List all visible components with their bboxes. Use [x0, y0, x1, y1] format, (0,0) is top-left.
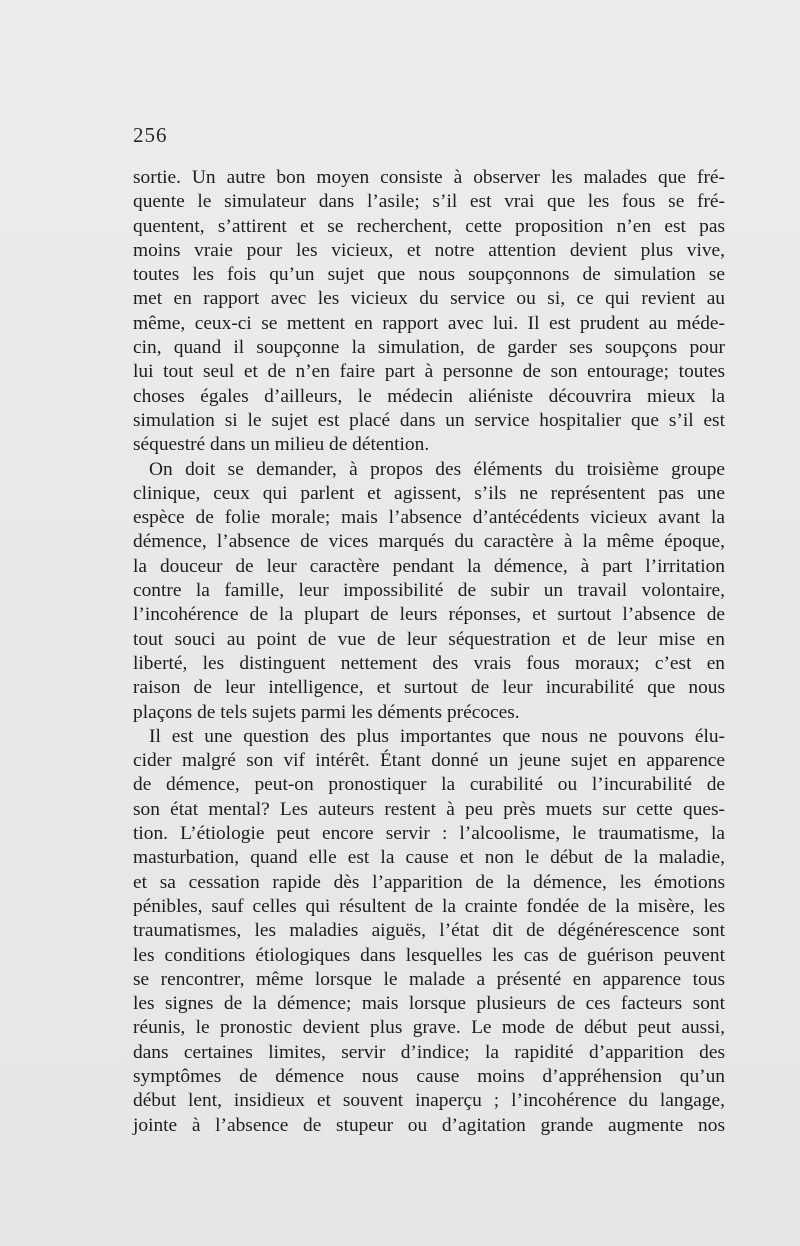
- text-line: toutes les fois qu’un sujet que nous soupçonnons de simulation se: [133, 264, 725, 286]
- text-line: cin, quand il soupçonne la simulation, de garder ses soupçons pour: [133, 337, 725, 359]
- text-line: quente le simulateur dans l’asile; s’il est vrai que les fous se fré-: [133, 191, 725, 213]
- text-line: choses égales d’ailleurs, le médecin aliéniste découvrira mieux la: [133, 385, 725, 407]
- text-line: traumatismes, les maladies aiguës, l’état dit de dégénérescence sont: [133, 920, 725, 942]
- text-line: simulation si le sujet est placé dans un service hospitalier que s’il est: [133, 409, 725, 431]
- text-line: séquestré dans un milieu de détention.: [133, 434, 430, 456]
- text-line: clinique, ceux qui parlent et agissent, s’ils ne représentent pas une: [133, 482, 725, 504]
- text-line: et sa cessation rapide dès l’apparition de la démence, les émotions: [133, 871, 725, 893]
- text-line: contre la famille, leur impossibilité de subir un travail volontaire,: [133, 580, 725, 602]
- text-line: met en rapport avec les vicieux du service ou si, ce qui revient au: [133, 288, 725, 310]
- text-line: tout souci au point de vue de leur séquestration et de leur mise en: [133, 628, 725, 650]
- text-line: l’incohérence de la plupart de leurs réponses, et surtout l’absence de: [133, 604, 725, 626]
- text-line: plaçons de tels sujets parmi les déments précoces.: [133, 701, 520, 723]
- text-line: quentent, s’attirent et se recherchent, cette proposition n’en est pas: [133, 215, 725, 237]
- text-line: réunis, le pronostic devient plus grave. Le mode de début peut aussi,: [133, 1017, 725, 1039]
- text-line: la douceur de leur caractère pendant la démence, à part l’irritation: [133, 555, 725, 577]
- text-line: espèce de folie morale; mais l’absence d’antécédents vicieux avant la: [133, 507, 725, 529]
- text-line: début lent, insidieux et souvent inaperçu ; l’incohérence du langage,: [133, 1090, 725, 1112]
- text-line: liberté, les distinguent nettement des vrais fous moraux; c’est en: [133, 652, 725, 674]
- body-text: [133, 166, 725, 1138]
- text-line: se rencontrer, même lorsque le malade a présenté en apparence tous: [133, 968, 725, 990]
- text-line: dans certaines limites, servir d’indice; la rapidité d’apparition des: [133, 1041, 725, 1063]
- page-number: 256: [133, 123, 168, 147]
- text-line: On doit se demander, à propos des éléments du troisième groupe: [149, 458, 725, 480]
- text-line: masturbation, quand elle est la cause et non le début de la maladie,: [133, 847, 725, 869]
- text-line: Il est une question des plus importantes que nous ne pouvons élu-: [149, 725, 725, 747]
- text-line: même, ceux-ci se mettent en rapport avec lui. Il est prudent au méde-: [133, 312, 725, 334]
- text-line: les conditions étiologiques dans lesquelles les cas de guérison peuvent: [133, 944, 725, 966]
- text-line: symptômes de démence nous cause moins d’appréhension qu’un: [133, 1065, 725, 1087]
- text-line: moins vraie pour les vicieux, et notre attention devient plus vive,: [133, 239, 725, 261]
- text-line: raison de leur intelligence, et surtout de leur incurabilité que nous: [133, 677, 725, 699]
- text-line: tion. L’étiologie peut encore servir : l’alcoolisme, le traumatisme, la: [133, 823, 725, 845]
- text-line: les signes de la démence; mais lorsque plusieurs de ces facteurs sont: [133, 993, 725, 1015]
- text-line: démence, l’absence de vices marqués du caractère à la même époque,: [133, 531, 725, 553]
- text-line: jointe à l’absence de stupeur ou d’agitation grande augmente nos: [133, 1114, 725, 1136]
- text-line: lui tout seul et de n’en faire part à personne de son entourage; toutes: [133, 361, 725, 383]
- text-line: sortie. Un autre bon moyen consiste à observer les malades que fré-: [133, 167, 725, 188]
- text-line: cider malgré son vif intérêt. Étant donné un jeune sujet en apparence: [133, 750, 725, 772]
- text-line: de démence, peut-on pronostiquer la curabilité ou l’incurabilité de: [133, 774, 725, 796]
- text-line: pénibles, sauf celles qui résultent de la crainte fondée de la misère, les: [133, 895, 725, 917]
- text-line: son état mental? Les auteurs restent à peu près muets sur cette ques-: [133, 798, 725, 820]
